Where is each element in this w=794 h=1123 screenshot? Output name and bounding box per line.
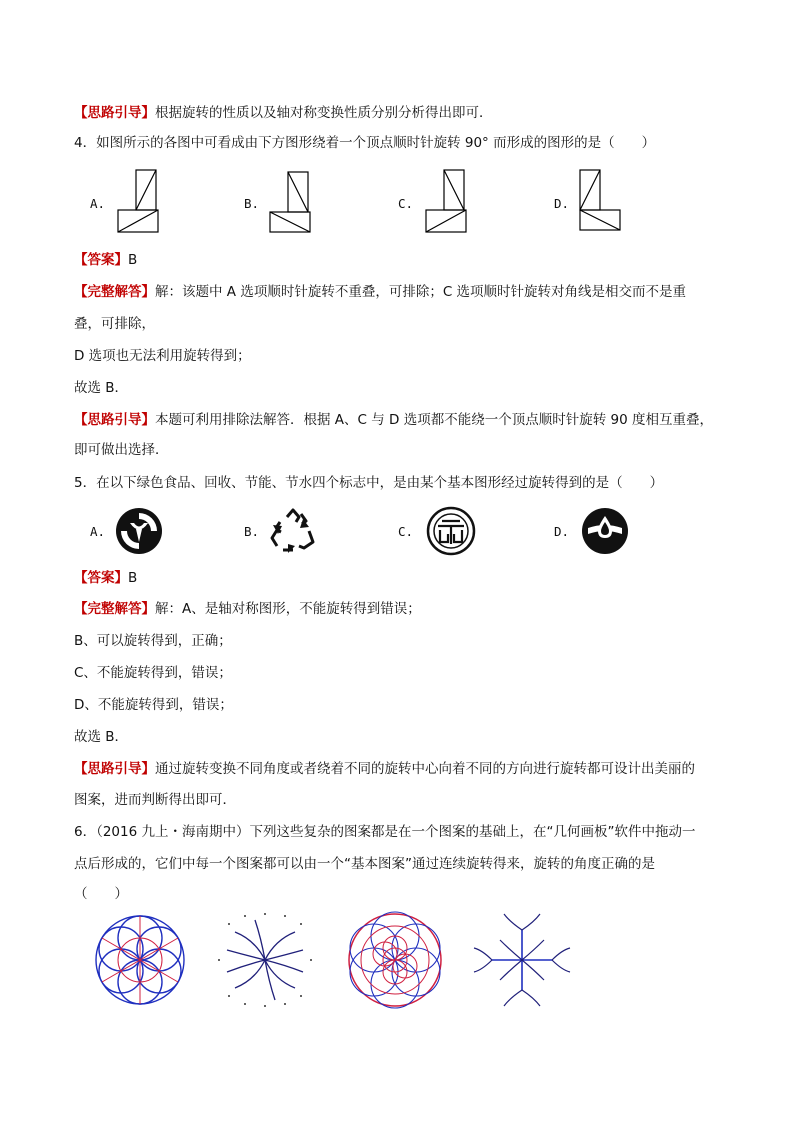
hint-text: 通过旋转变换不同角度或者绕着不同的旋转中心向着不同的方向进行旋转都可设计出美丽的	[155, 761, 695, 777]
question-4-stem: 4．如图所示的各图中可看成由下方图形绕着一个顶点顺时针旋转 90° 而形成的图形的是（ ）	[74, 135, 656, 151]
q5-solution-line-5: 故选 B．	[74, 729, 129, 745]
q4-option-d-label: D.	[554, 196, 570, 211]
q4-figure-d	[576, 168, 626, 236]
q5-solution-line-3: C、不能旋转得到，错误；	[74, 665, 232, 681]
q4-solution-line-2: 叠，可排除，	[74, 316, 155, 332]
answer-text: B	[128, 570, 138, 586]
question-6-line-3: （ ）	[74, 886, 128, 902]
hint-text: 根据旋转的性质以及轴对称变换性质分别分析得出即可．	[155, 105, 493, 121]
q4-option-a-label: A.	[90, 196, 106, 211]
hint-line-q3	[74, 103, 493, 123]
question-6-line-2: 点后形成的，它们中每一个图案都可以由一个“基本图案”通过连续旋转得来，旋转的角度正确的是	[74, 856, 655, 872]
solution-text: 解：A、是轴对称图形，不能旋转得到错误；	[155, 601, 421, 617]
q4-option-c-label: C.	[398, 196, 414, 211]
q4-option-b-label: B.	[244, 196, 260, 211]
q5-option-a-label: A.	[90, 524, 106, 539]
q4-figure-b	[268, 168, 318, 236]
q4-figure-c	[422, 168, 472, 236]
answer-text: B	[128, 252, 138, 268]
q4-solution-line-3: D 选项也无法利用旋转得到；	[74, 348, 251, 364]
hint-tag: 【思路引导】	[74, 761, 155, 777]
rotation-pattern-1	[90, 910, 190, 1010]
q5-hint-line-1	[74, 759, 695, 779]
question-5-stem: 5．在以下绿色食品、回收、节能、节水四个标志中，是由某个基本图形经过旋转得到的是（ ）	[74, 475, 664, 491]
q5-solution-line-1	[74, 599, 421, 619]
answer-tag: 【答案】	[74, 570, 128, 586]
q4-figure-a	[112, 168, 162, 236]
hint-tag: 【思路引导】	[74, 105, 155, 121]
q5-option-b-label: B.	[244, 524, 260, 539]
green-food-logo	[114, 506, 164, 556]
q5-hint-line-2: 图案，进而判断得出即可．	[74, 792, 236, 808]
water-saving-logo	[580, 506, 630, 556]
q4-answer	[74, 250, 137, 270]
hint-text: 本题可利用排除法解答．根据 A、C 与 D 选项都不能绕一个顶点顺时针旋转 90 度相互重叠，	[155, 412, 713, 428]
recycle-logo	[268, 506, 318, 556]
solution-tag: 【完整解答】	[74, 601, 155, 617]
answer-tag: 【答案】	[74, 252, 128, 268]
q5-option-d-label: D.	[554, 524, 570, 539]
q4-solution-line-1	[74, 282, 686, 302]
q4-solution-line-4: 故选 B．	[74, 380, 129, 396]
rotation-pattern-4	[470, 910, 575, 1010]
solution-tag: 【完整解答】	[74, 284, 155, 300]
solution-text: 解：该题中 A 选项顺时针旋转不重叠，可排除；C 选项顺时针旋转对角线是相交而不是重	[155, 284, 687, 300]
q5-solution-line-2: B、可以旋转得到，正确；	[74, 633, 232, 649]
hint-tag: 【思路引导】	[74, 412, 155, 428]
question-6-line-1: 6．（2016 九上・海南期中）下列这些复杂的图案都是在一个图案的基础上，在“几何画板”软件中拖动一	[74, 824, 696, 840]
q4-hint-line-1	[74, 410, 713, 430]
rotation-pattern-3	[345, 910, 445, 1010]
q5-answer	[74, 568, 137, 588]
q5-option-c-label: C.	[398, 524, 414, 539]
q5-solution-line-4: D、不能旋转得到，错误；	[74, 697, 233, 713]
energy-saving-logo	[426, 506, 476, 556]
rotation-pattern-2	[215, 910, 315, 1010]
q4-hint-line-2: 即可做出选择．	[74, 442, 169, 458]
